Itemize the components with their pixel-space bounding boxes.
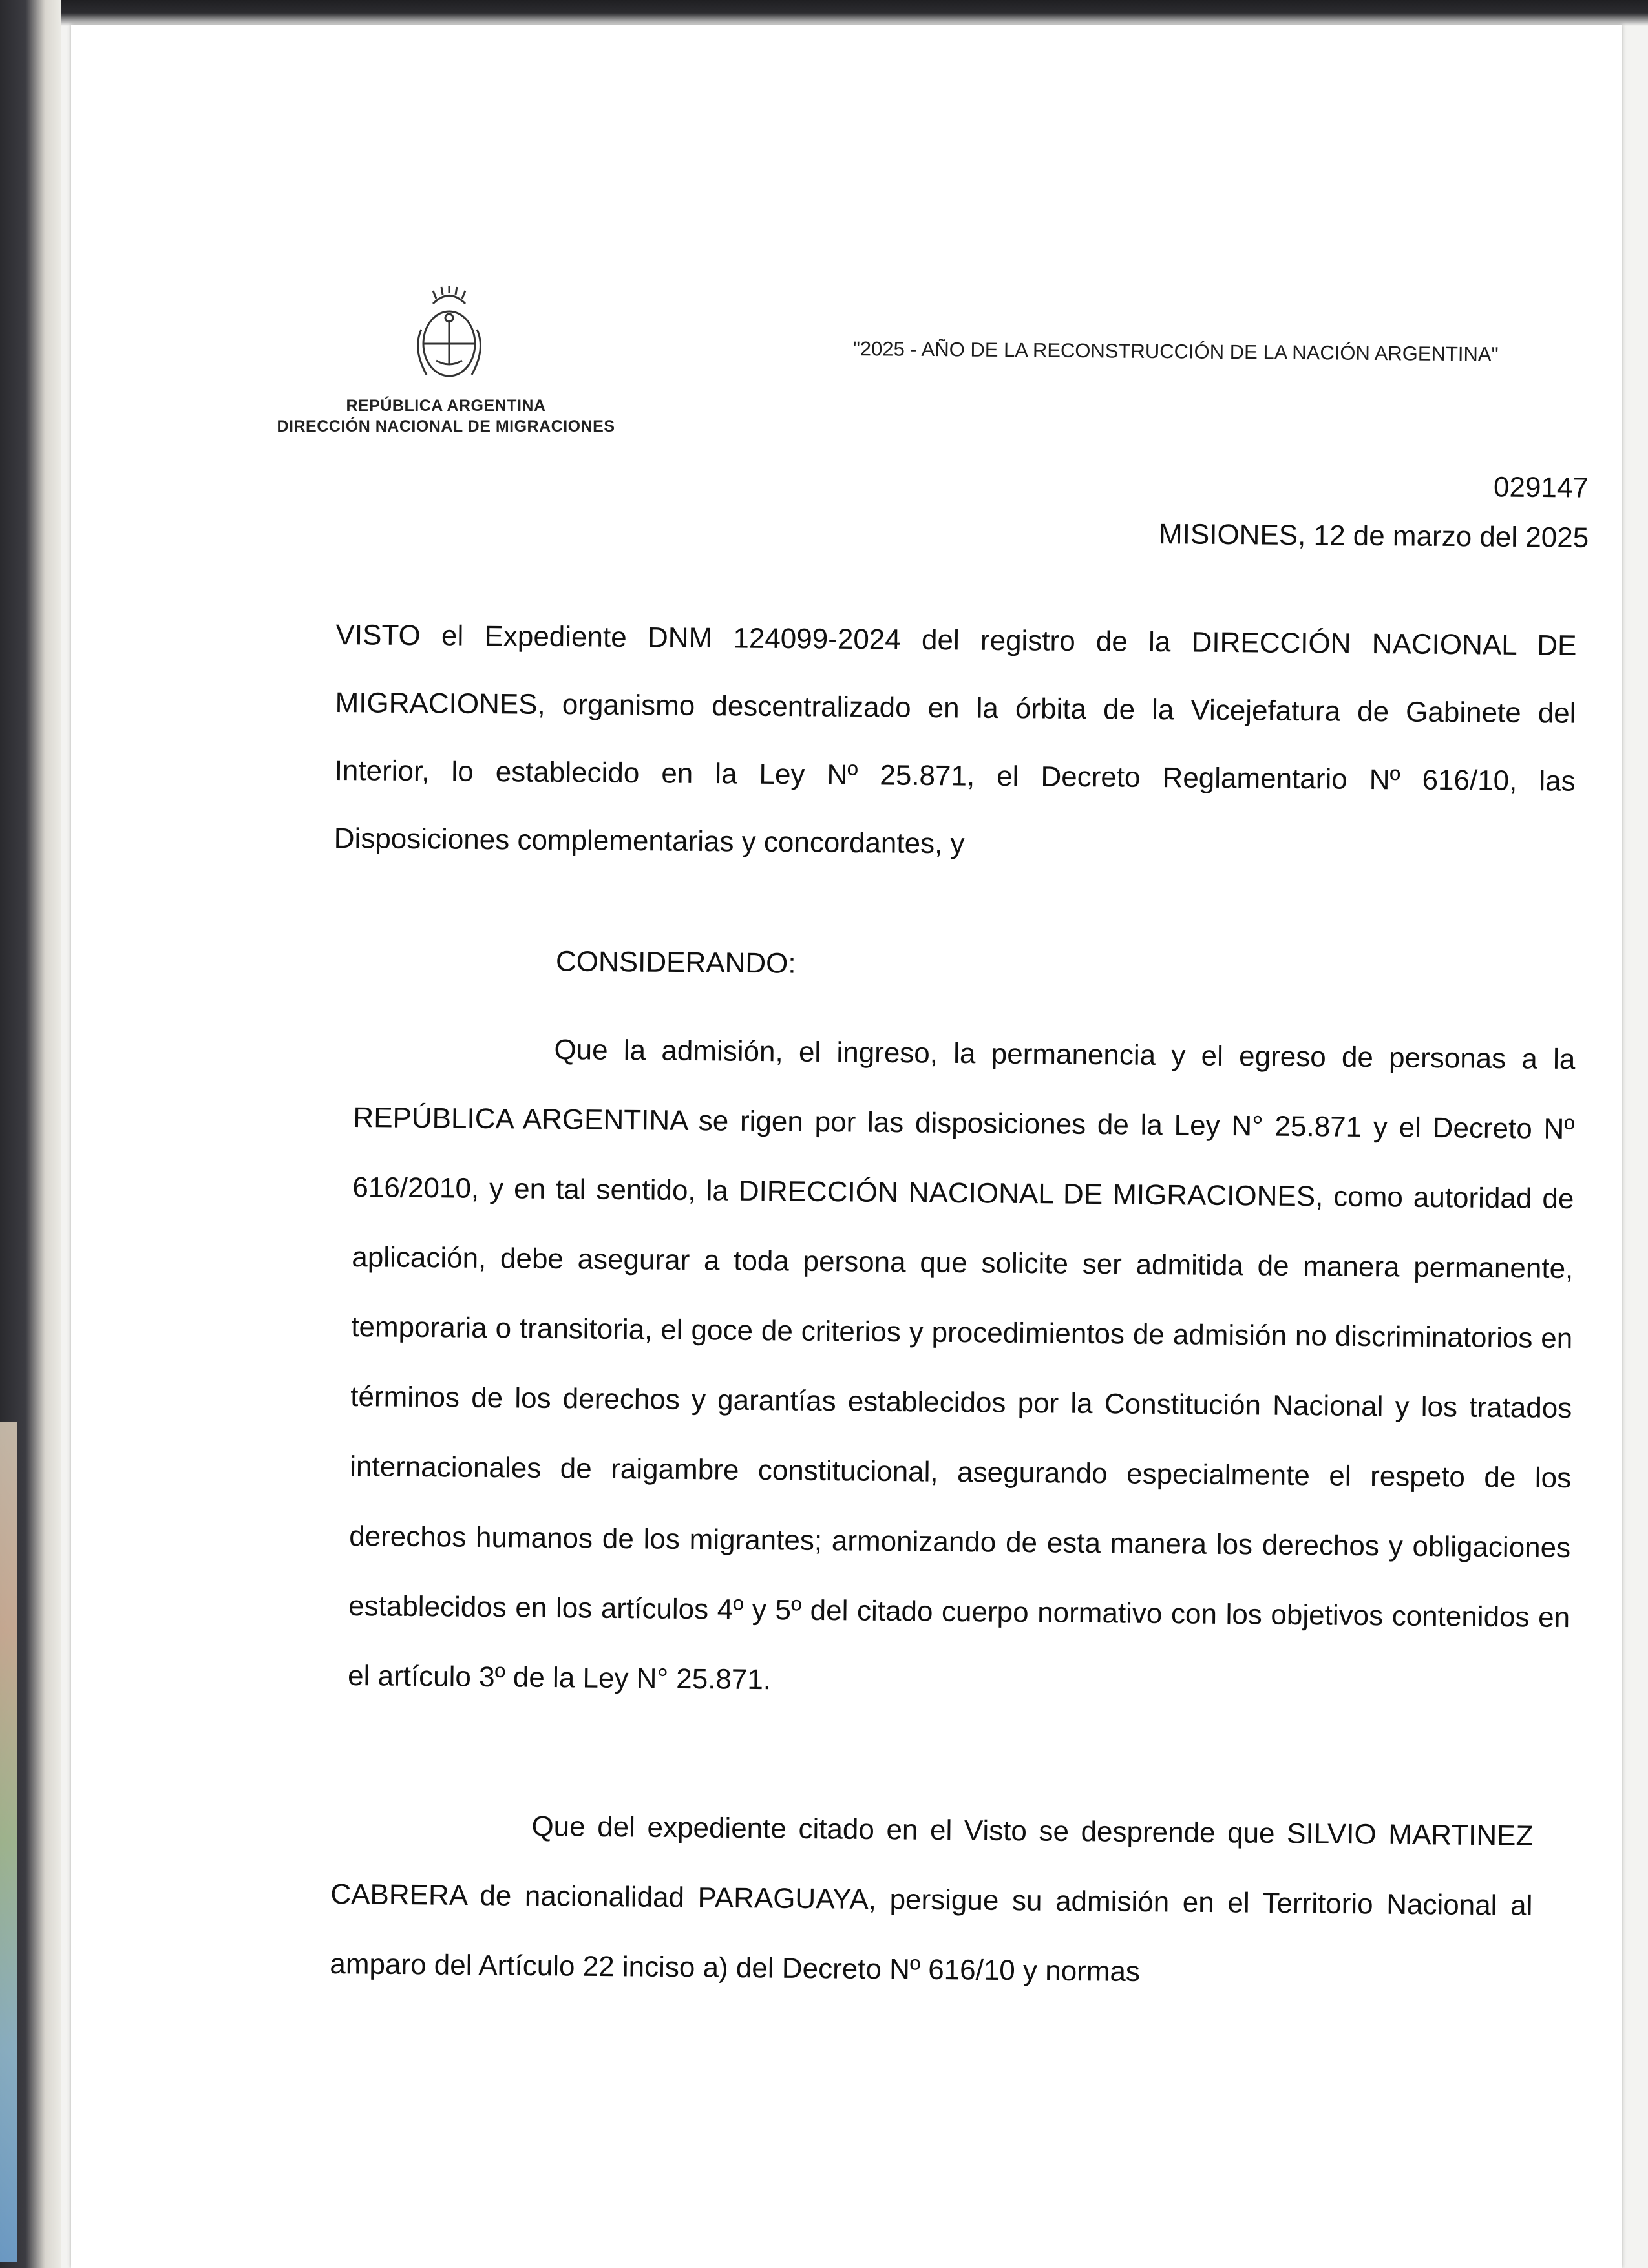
agency-country: REPÚBLICA ARGENTINA (346, 397, 546, 415)
considerando-paragraph-2: Que del expediente citado en el Visto se desprende que SILVIO MARTINEZ CABRERA de nacionalidad PARAGUAYA, persigue su admisión en el Territorio Nacional al amparo del Artículo 22 inciso a) del Decreto Nº 616/10 y normas (330, 1810, 1534, 1988)
visto-paragraph: VISTO el Expediente DNM 124099-2024 del registro de la DIRECCIÓN NACIONAL DE MIGRACIONES, organismo descentralizado en la órbita de la Vicejefatura de Gabinete del Interior, lo establecido en la Ley Nº 25.871, el Decreto Reglamentario Nº 616/10, las Disposiciones complementarias y concordantes, y (333, 618, 1577, 860)
considerando-paragraph-1: Que la admisión, el ingreso, la permanencia y el egreso de personas a la REPÚBLICA ARGENTINA se rigen por las disposiciones de la Ley N° 25.871 y el Decreto Nº 616/2010, y en tal sentido, la DIRECCIÓN NACIONAL DE MIGRACIONES, como autoridad de aplicación, debe asegurar a toda persona que solicite ser admitida de manera permanente, temporaria o transitoria, el goce de criterios y procedimientos de admisión no discriminatorios en términos de los derechos y garantías establecidos por la Constitución Nacional y los tratados internacionales de raigambre constitucional, asegurando especialmente el respeto de los derechos humanos de los migrantes; armonizando de esta manera los derechos y obligaciones establecidos en los artículos 4º y 5º del citado cuerpo normativo con los objetivos contenidos en el artículo 3º de la Ley N° 25.871. (347, 1033, 1576, 1696)
document-number: 029147 (1493, 471, 1589, 504)
considerando-heading: CONSIDERANDO: (555, 945, 796, 980)
scan-color-stripe (0, 1422, 17, 2262)
year-motto: "2025 - AÑO DE LA RECONSTRUCCIÓN DE LA NACIÓN ARGENTINA" (852, 337, 1499, 366)
place-date: MISIONES, 12 de marzo del 2025 (1158, 518, 1589, 554)
agency-header (259, 395, 633, 437)
argentina-coat-of-arms-icon (407, 284, 491, 388)
agency-name: DIRECCIÓN NACIONAL DE MIGRACIONES (277, 417, 615, 436)
scan-edge-top (0, 0, 1648, 26)
